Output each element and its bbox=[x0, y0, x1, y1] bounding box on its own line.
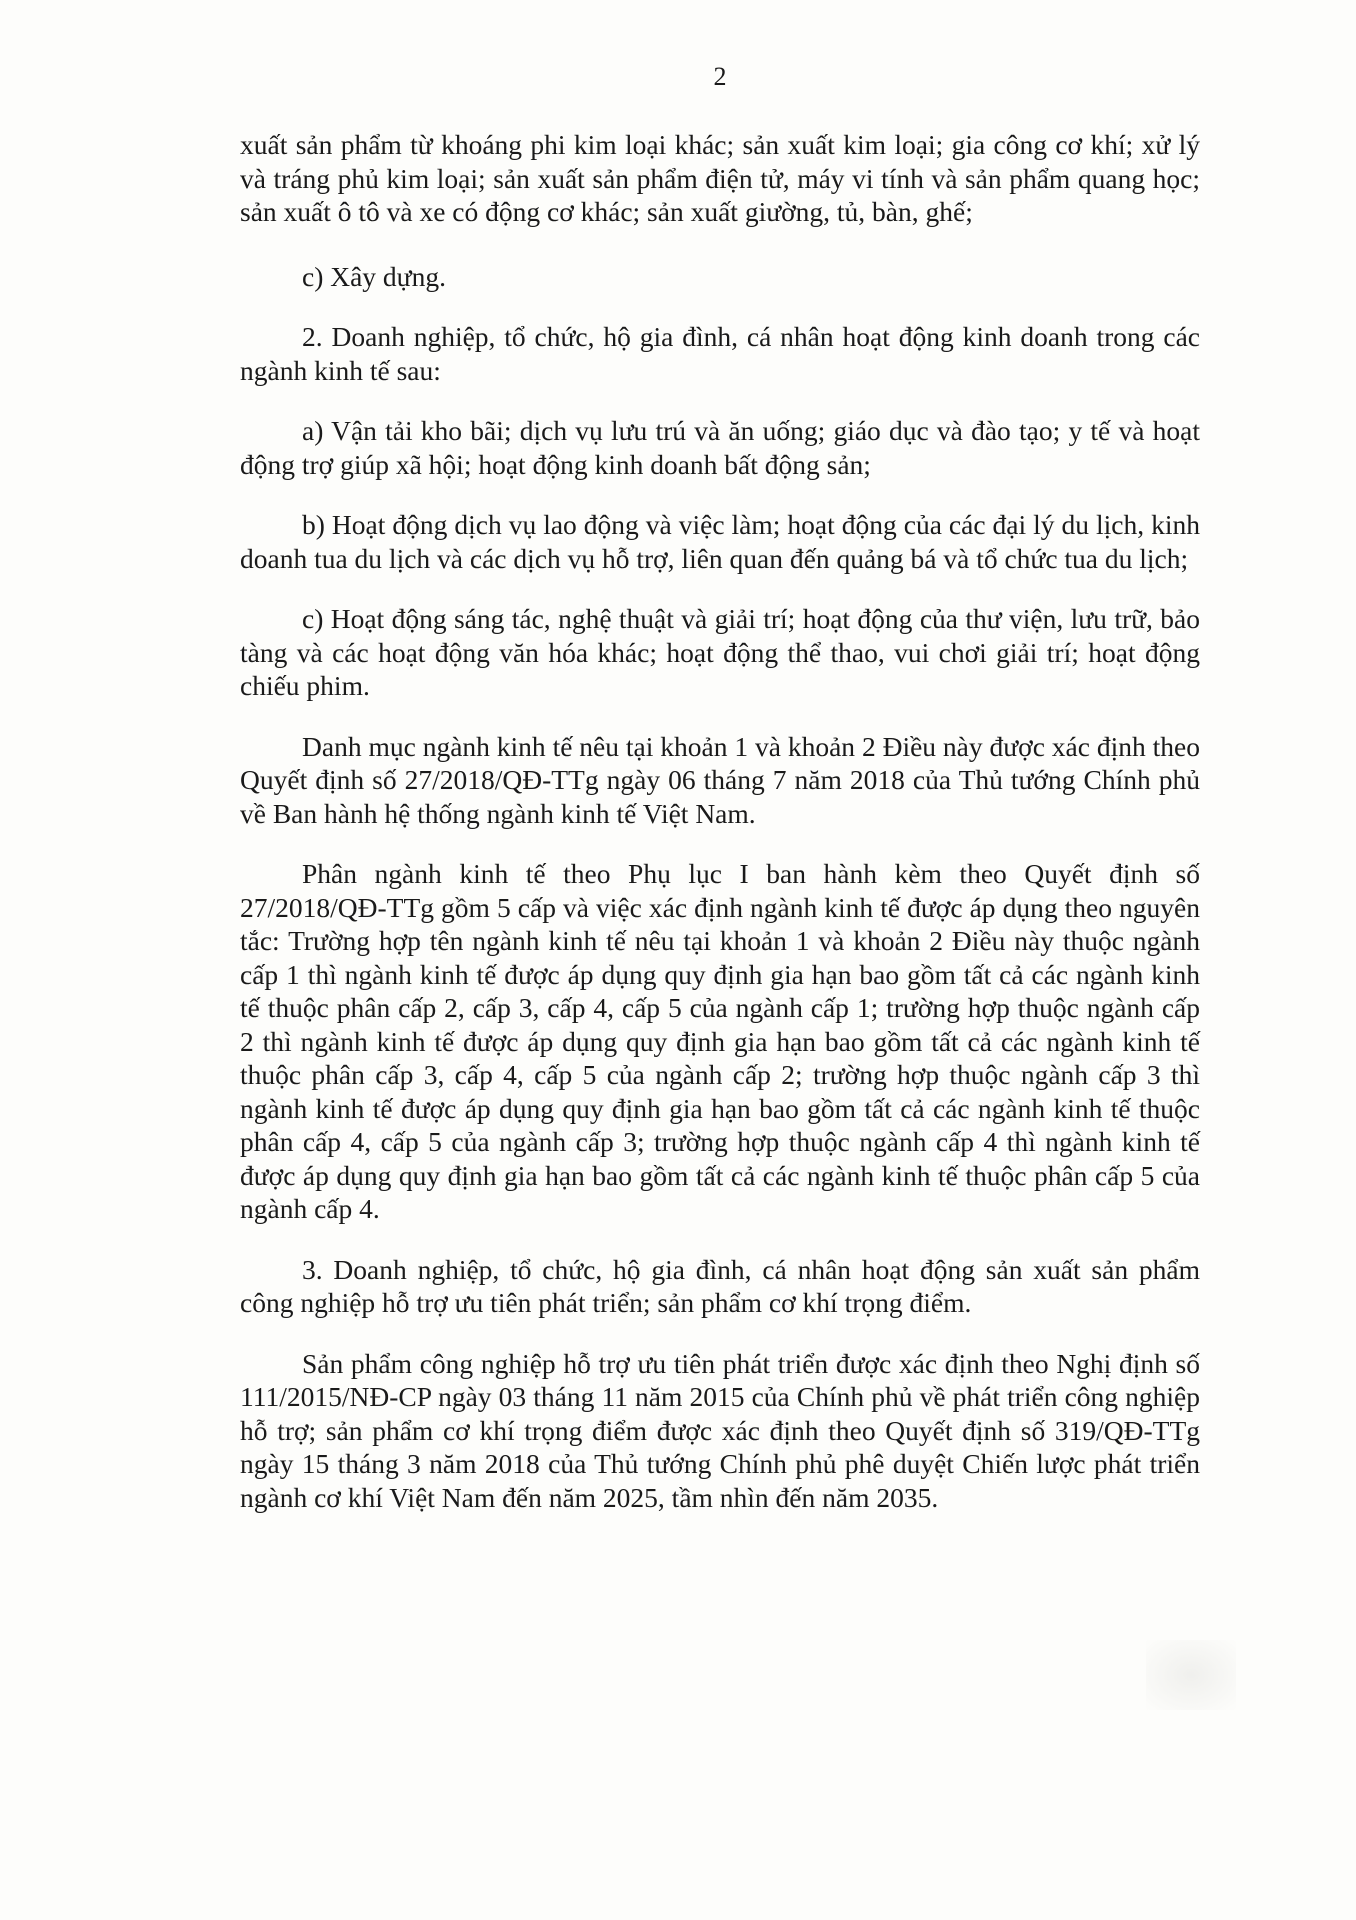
paragraph-item-2a: a) Vận tải kho bãi; dịch vụ lưu trú và ăn uống; giáo dục và đào tạo; y tế và hoạt động trợ giúp xã hội; hoạt động kinh doanh bất động sản; bbox=[240, 415, 1200, 480]
paragraph-supporting-products: Sản phẩm công nghiệp hỗ trợ ưu tiên phát triển được xác định theo Nghị định số 111/2015/NĐ-CP ngày 03 tháng 11 năm 2015 của Chính phủ về phát triển công nghiệp hỗ trợ; sản phẩm cơ khí trọng điểm được xác định theo Quyết định số 319/QĐ-TTg ngày 15 tháng 3 năm 2018 của Thủ tướng Chính phủ phê duyệt Chiến lược phát triển ngành cơ khí Việt Nam đến năm 2025, tầm nhìn đến năm 2035. bbox=[240, 1347, 1200, 1513]
page-number: 2 bbox=[713, 62, 727, 91]
document-body bbox=[240, 128, 1200, 1541]
paragraph-classification: Phân ngành kinh tế theo Phụ lục I ban hành kèm theo Quyết định số 27/2018/QĐ-TTg gồm 5 cấp và việc xác định ngành kinh tế được áp dụng theo nguyên tắc: Trường hợp tên ngành kinh tế nêu tại khoản 1 và khoản 2 Điều này thuộc ngành cấp 1 thì ngành kinh tế được áp dụng quy định gia hạn bao gồm tất cả các ngành kinh tế thuộc phân cấp 2, cấp 3, cấp 4, cấp 5 của ngành cấp 1; trường hợp thuộc ngành cấp 2 thì ngành kinh tế được áp dụng quy định gia hạn bao gồm tất cả các ngành kinh tế thuộc phân cấp 3, cấp 4, cấp 5 của ngành cấp 2; trường hợp thuộc ngành cấp 3 thì ngành kinh tế được áp dụng quy định gia hạn bao gồm tất cả các ngành kinh tế thuộc phân cấp 4, cấp 5 của ngành cấp 3; trường hợp thuộc ngành cấp 4 thì ngành kinh tế được áp dụng quy định gia hạn bao gồm tất cả các ngành kinh tế thuộc phân cấp 5 của ngành cấp 4. bbox=[240, 858, 1200, 1224]
paragraph-item-2c: c) Hoạt động sáng tác, nghệ thuật và giải trí; hoạt động của thư viện, lưu trữ, bảo tàng và các hoạt động văn hóa khác; hoạt động thể thao, vui chơi giải trí; hoạt động chiếu phim. bbox=[240, 603, 1200, 701]
paragraph-item-2b: b) Hoạt động dịch vụ lao động và việc làm; hoạt động của các đại lý du lịch, kinh doanh tua du lịch và các dịch vụ hỗ trợ, liên quan đến quảng bá và tổ chức tua du lịch; bbox=[240, 509, 1200, 574]
paragraph-item-1c: c) Xây dựng. bbox=[302, 260, 446, 292]
paragraph-category-list: Danh mục ngành kinh tế nêu tại khoản 1 và khoản 2 Điều này được xác định theo Quyết định số 27/2018/QĐ-TTg ngày 06 tháng 7 năm 2018 của Thủ tướng Chính phủ về Ban hành hệ thống ngành kinh tế Việt Nam. bbox=[240, 730, 1200, 829]
paragraph-continuation: xuất sản phẩm từ khoáng phi kim loại khác; sản xuất kim loại; gia công cơ khí; xử lý và tráng phủ kim loại; sản xuất sản phẩm điện tử, máy vi tính và sản phẩm quang học; sản xuất ô tô và xe có động cơ khác; sản xuất giường, tủ, bàn, ghế; bbox=[240, 129, 1200, 227]
paragraph-clause-3: 3. Doanh nghiệp, tổ chức, hộ gia đình, cá nhân hoạt động sản xuất sản phẩm công nghiệp hỗ trợ ưu tiên phát triển; sản phẩm cơ khí trọng điểm. bbox=[240, 1253, 1200, 1318]
paragraph-clause-2: 2. Doanh nghiệp, tổ chức, hộ gia đình, cá nhân hoạt động kinh doanh trong các ngành kinh tế sau: bbox=[240, 321, 1200, 386]
scan-smudge bbox=[1146, 1640, 1236, 1710]
